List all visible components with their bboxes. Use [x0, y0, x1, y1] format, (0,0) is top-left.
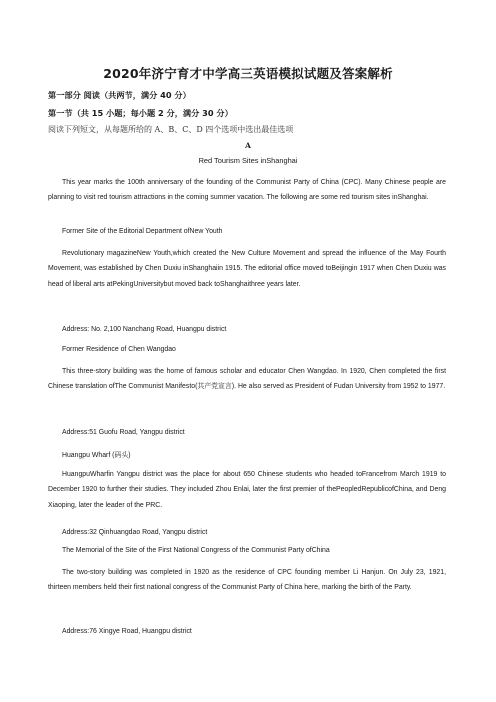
site1-description: Revolutionary magazineNew Youth,which created the New Culture Movement and spread the influence of the May Fourth Movement, was established by Chen Duxiu inShanghaiin 1915. The editorial office moved toBeijingin 1917 when Chen Duxiu was head of liberal arts atPekingUniversitybut moved back toShanghaithree years later. [48, 250, 446, 288]
passage-title: Red Tourism Sites inShanghai [198, 156, 298, 165]
site1-name: Former Site of the Editorial Department ofNew Youth [62, 228, 223, 235]
site2-address: Address:51 Guofu Road, Yangpu district [62, 429, 185, 436]
site2-description: This three-story building was the home of famous scholar and educator Chen Wangdao. In 1920, Chen completed the first Chinese translation ofThe Communist Manifesto(共产党宣言). He also served as President of Fudan University from 1952 to 1977. [48, 368, 446, 391]
intro-paragraph: This year marks the 100th anniversary of the founding of the Communist Party of China (CPC). Many Chinese people are planning to visit red tourism attractions in the coming summer vacation. The following are some red tourism sites inShanghai. [48, 179, 446, 202]
site4-address: Address:76 Xingye Road, Huangpu district [62, 628, 192, 635]
site2-name: Former Residence of Chen Wangdao [62, 346, 176, 353]
page-title: 2020年济宁育才中学高三英语模拟试题及答案解析 [103, 66, 393, 81]
site3-address: Address:32 Qinhuangdao Road, Yangpu district [62, 529, 208, 536]
site1-address: Address: No. 2,100 Nanchang Road, Huangpu district [62, 326, 227, 333]
site4-name: The Memorial of the Site of the First National Congress of the Communist Party ofChina [62, 547, 330, 554]
part-heading: 第一部分 阅读（共两节，满分 40 分） [48, 90, 191, 100]
passage-letter: A [245, 141, 251, 150]
site3-description: HuangpuWharfin Yangpu district was the place for about 650 Chinese students who headed toFrancefrom March 1919 to December 1920 to further their studies. They included Zhou Enlai, later the first premier of thePeopledRepublicofChina, and Deng Xiaoping, later the leader of the PRC. [48, 471, 446, 509]
site3-name: Huangpu Wharf (码头) [62, 452, 131, 459]
section-heading: 第一节（共 15 小题；每小题 2 分，满分 30 分） [48, 108, 233, 118]
instruction-text: 阅读下列短文，从每题所给的 A、B、C、D 四个选项中选出最佳选项 [48, 125, 294, 134]
site4-description: The two-story building was completed in 1920 as the residence of CPC founding member Li Hanjun. On July 23, 1921, thirteen members held their first national congress of the Communist Party of China here, marking the birth of the Party. [48, 569, 446, 592]
